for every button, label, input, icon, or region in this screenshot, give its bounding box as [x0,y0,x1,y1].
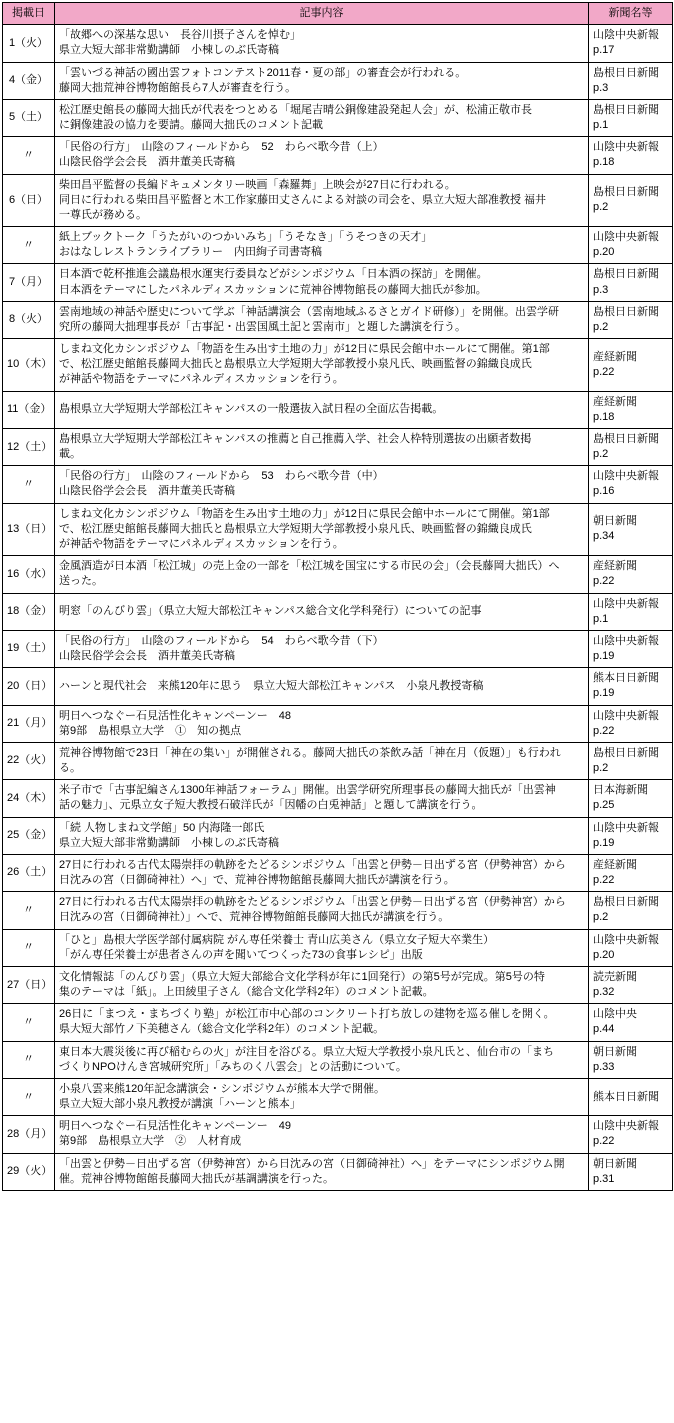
cell-paper [589,62,673,99]
table-row [3,742,673,779]
cell-content [55,25,589,62]
cell-paper [589,1153,673,1190]
cell-content [55,391,589,428]
table-body [3,25,673,1191]
content-line: ハーンと現代社会 来熊120年に思う 県立大短大部松江キャンパス 小泉凡教授寄稿 [59,679,484,692]
cell-date: 〃 [3,892,55,929]
content-line: 「出雲と伊勢－日出ずる宮（伊勢神宮）から日沈みの宮（日御碕神社）へ」をテーマにシンポジウム開 [59,1157,565,1170]
table-row [3,556,673,593]
content-line: 紙上ブックトーク「うたがいのつかいみち」「うそなき」「うそつきの天才」 [59,231,433,244]
table-row [3,466,673,503]
content-line: 日沈みの宮（日御碕神社）へ」で、荒神谷博物館館長藤岡大拙氏が講演を行う。 [59,874,455,887]
cell-date: 26（土） [3,854,55,891]
table-row [3,817,673,854]
table-row [3,99,673,136]
table-row [3,339,673,392]
paper-page: p.19 [593,687,615,700]
content-line: 藤岡大拙荒神谷博物館館長ら7人が審査を行う。 [59,81,297,94]
content-line: 金風酒造が日本酒「松江城」の売上金の一部を「松江城を国宝にする市民の会」（会長藤岡大拙氏）へ [59,560,560,573]
paper-page: p.31 [593,1172,615,1185]
cell-date: 18（金） [3,593,55,630]
cell-content [55,174,589,227]
press-coverage-table [2,2,673,1191]
table-row [3,137,673,174]
cell-content [55,742,589,779]
content-line: 明日へつなぐー石見活性化キャンペーンー 48 [59,709,292,722]
table-row [3,428,673,465]
content-line: 「続 人物しまね文学館」50 内海隆一郎氏 [59,821,265,834]
table-row [3,929,673,966]
paper-page: p.22 [593,1135,615,1148]
content-line: 文化情報誌「のんびり雲」（県立大短大部総合文化学科が年に1回発行）の第5号が完成。第5号の特 [59,970,545,983]
paper-page: p.20 [593,246,615,259]
cell-date: 〃 [3,929,55,966]
paper-name: 島根日日新聞 [593,896,659,909]
cell-paper [589,817,673,854]
column-header-content: 記事内容 [55,3,589,25]
paper-name: 朝日新聞 [593,515,637,528]
content-line: 日本酒をテーマにしたパネルディスカッションに荒神谷博物館長の藤岡大拙氏が参加。 [59,283,487,296]
table-row [3,593,673,630]
content-line: 話の魅力」、元県立女子短大教授石破洋氏が「因幡の白兎神話」と題して講演を行う。 [59,799,483,812]
content-line: おはなしレストランライブラリー 内田絢子司書寄稿 [59,246,323,259]
table-row [3,780,673,817]
cell-content [55,705,589,742]
table-row [3,301,673,338]
paper-name: 山陰中央新報 [593,231,659,244]
cell-date: 19（土） [3,630,55,667]
content-line: しまね文化カシンポジウム「物語を生み出す土地の力」が12日に県民会館中ホールにて開催。第1部 [59,343,550,356]
table-row [3,1116,673,1153]
cell-date: 〃 [3,1004,55,1041]
paper-name: 産経新聞 [593,395,637,408]
cell-date: 6（日） [3,174,55,227]
cell-paper [589,705,673,742]
table-row [3,1153,673,1190]
cell-paper [589,1078,673,1115]
paper-page: p.3 [593,283,609,296]
content-line: 県立大短大部非常勤講師 小棟しのぶ氏寄稿 [59,44,279,57]
cell-date: 〃 [3,227,55,264]
cell-paper [589,1004,673,1041]
paper-page: p.16 [593,485,615,498]
paper-page: p.1 [593,612,609,625]
cell-paper [589,630,673,667]
cell-date: 20（日） [3,668,55,705]
paper-name: 山陰中央新報 [593,634,659,647]
cell-content [55,1004,589,1041]
content-line: 「ひと」島根大学医学部付属病院 がん専任栄養士 青山広美さん（県立女子短大卒業生） [59,933,495,946]
content-line: る。 [59,762,81,775]
cell-content [55,466,589,503]
content-line: 雲南地域の神話や歴史について学ぶ「神話講演会（雲南地域ふるさとガイド研修）」を開催。出雲学研 [59,305,559,318]
paper-page: p.2 [593,201,609,214]
paper-name: 朝日新聞 [593,1157,637,1170]
cell-content [55,892,589,929]
content-line: 明日へつなぐー石見活性化キャンペーンー 49 [59,1120,292,1133]
paper-name: 産経新聞 [593,858,637,871]
paper-page: p.1 [593,119,609,132]
table-row [3,503,673,556]
paper-name: 日本海新聞 [593,784,648,797]
content-line: 明窓「のんびり雲」（県立大短大部松江キャンパス総合文化学科発行）についての記事 [59,605,482,618]
cell-date: 28（月） [3,1116,55,1153]
cell-date: 27（日） [3,966,55,1003]
content-line: 「故郷への深基な思い 長谷川摂子さんを悼む」 [59,29,301,42]
paper-page: p.32 [593,986,615,999]
cell-content [55,854,589,891]
content-line: 山陰民俗学会会長 酒井董美氏寄稿 [59,485,235,498]
cell-paper [589,1041,673,1078]
table-row [3,391,673,428]
paper-page: p.22 [593,575,615,588]
cell-paper [589,742,673,779]
paper-page: p.33 [593,1060,615,1073]
paper-name: 島根日日新聞 [593,103,659,116]
content-line: が神話や物語をテーマにパネルディスカッションを行う。 [59,537,344,550]
cell-content [55,62,589,99]
content-line: で、松江歴史館館長藤岡大拙氏と島根県立大学短期大学部教授小泉凡氏、映画監督の錦織良成氏 [59,358,532,371]
table-row [3,227,673,264]
cell-paper [589,466,673,503]
cell-paper [589,929,673,966]
content-line: 東日本大震災後に再び稲むらの火」が注目を浴びる。県立大短大学教授小泉凡氏と、仙台市の「まち [59,1045,554,1058]
paper-name: 山陰中央新報 [593,1120,659,1133]
table-row [3,1078,673,1115]
content-line: 第9部 島根県立大学 ① 知の拠点 [59,724,242,737]
cell-content [55,301,589,338]
cell-content [55,1116,589,1153]
table-row [3,264,673,301]
content-line: 「がん専任栄養士が患者さんの声を聞いてつくった73の食事レシピ」出版 [59,948,423,961]
paper-name: 産経新聞 [593,350,637,363]
paper-name: 山陰中央新報 [593,709,659,722]
column-header-paper: 新聞名等 [589,3,673,25]
cell-date: 1（火） [3,25,55,62]
cell-content [55,556,589,593]
cell-paper [589,593,673,630]
paper-page: p.19 [593,650,615,663]
content-line: 県大短大部竹ノ下美穂さん（総合文化学科2年）のコメント記載。 [59,1023,385,1036]
cell-content [55,630,589,667]
content-line: 山陰民俗学会会長 酒井董美氏寄稿 [59,650,235,663]
cell-paper [589,227,673,264]
cell-date: 5（土） [3,99,55,136]
cell-date: 〃 [3,137,55,174]
content-line: 松江歴史館長の藤岡大拙氏が代表をつとめる「堀尾吉晴公銅像建設発起人会」が、松浦正敬市長 [59,103,532,116]
paper-page: p.19 [593,836,615,849]
cell-date: 4（金） [3,62,55,99]
content-line: 「雲いづる神話の國出雲フォトコンテスト2011春・夏の部」の審査会が行われる。 [59,66,467,79]
cell-paper [589,854,673,891]
paper-page: p.22 [593,365,615,378]
content-line: 小泉八雲来熊120年記念講演会・シンポジウムが熊本大学で開催。 [59,1082,385,1095]
table-row [3,25,673,62]
paper-name: 山陰中央 [593,1008,637,1021]
table-row [3,1004,673,1041]
content-line: 島根県立大学短期大学部松江キャンパスの一般選抜入試日程の全面広告掲載。 [59,403,444,416]
paper-name: 熊本日日新聞 [593,672,659,685]
paper-name: 朝日新聞 [593,1045,637,1058]
content-line: 一尊氏が務める。 [59,208,147,221]
paper-name: 山陰中央新報 [593,597,659,610]
cell-paper [589,25,673,62]
cell-date: 11（金） [3,391,55,428]
cell-content [55,817,589,854]
content-line: 集のテーマは「紙」。上田綾里子さん（総合文化学科2年）のコメント記載。 [59,986,434,999]
table-row [3,705,673,742]
cell-date: 12（土） [3,428,55,465]
table-row [3,854,673,891]
paper-name: 熊本日日新聞 [593,1090,659,1103]
content-line: 26日に「まつえ・まちづくり塾」が松江市中心部のコンクリート打ち放しの建物を巡る催しを開く。 [59,1008,555,1021]
table-row [3,630,673,667]
paper-name: 島根日日新聞 [593,305,659,318]
content-line: 27日に行われる古代太陽崇拝の軌跡をたどるシンポジウム「出雲と伊勢－日出ずる宮（伊勢神宮）から [59,858,566,871]
cell-date: 13（日） [3,503,55,556]
paper-name: 島根日日新聞 [593,746,659,759]
paper-name: 山陰中央新報 [593,141,659,154]
cell-date: 29（火） [3,1153,55,1190]
paper-page: p.18 [593,410,615,423]
paper-name: 島根日日新聞 [593,66,659,79]
paper-name: 山陰中央新報 [593,470,659,483]
cell-content [55,99,589,136]
cell-date: 22（火） [3,742,55,779]
content-line: 日沈みの宮（日御碕神社）」へで、荒神谷博物館館長藤岡大拙氏が講演を行う。 [59,911,450,924]
cell-date: 7（月） [3,264,55,301]
content-line: しまね文化カシンポジウム「物語を生み出す土地の力」が12日に県民会館中ホールにて開催。第1部 [59,507,550,520]
cell-date: 21（月） [3,705,55,742]
cell-date: 24（木） [3,780,55,817]
paper-name: 島根日日新聞 [593,186,659,199]
cell-paper [589,339,673,392]
cell-date: 16（水） [3,556,55,593]
paper-name: 山陰中央新報 [593,933,659,946]
content-line: 県立大短大部非常勤講師 小棟しのぶ氏寄稿 [59,836,279,849]
paper-page: p.17 [593,44,615,57]
cell-content [55,1041,589,1078]
table-row [3,668,673,705]
cell-paper [589,966,673,1003]
cell-paper [589,668,673,705]
paper-page: p.2 [593,762,609,775]
cell-date: 〃 [3,1078,55,1115]
table-row [3,966,673,1003]
content-line: 送った。 [59,575,103,588]
cell-content [55,227,589,264]
cell-paper [589,556,673,593]
cell-paper [589,503,673,556]
table-row [3,1041,673,1078]
content-line: 柴田昌平監督の長編ドキュメンタリー映画「森羅舞」上映会が27日に行われる。 [59,178,456,191]
paper-name: 山陰中央新報 [593,821,659,834]
cell-date: 〃 [3,1041,55,1078]
content-line: 載。 [59,448,81,461]
cell-paper [589,264,673,301]
cell-date: 〃 [3,466,55,503]
cell-content [55,1078,589,1115]
paper-page: p.34 [593,530,615,543]
paper-page: p.44 [593,1023,615,1036]
cell-content [55,1153,589,1190]
paper-name: 産経新聞 [593,560,637,573]
cell-content [55,780,589,817]
paper-page: p.2 [593,448,609,461]
cell-paper [589,1116,673,1153]
cell-paper [589,892,673,929]
cell-content [55,966,589,1003]
cell-content [55,593,589,630]
table-row [3,892,673,929]
column-header-date: 掲載日 [3,3,55,25]
content-line: で、松江歴史館館長藤岡大拙氏と島根県立大学短期大学部教授小泉凡氏、映画監督の錦織良成氏 [59,522,532,535]
content-line: 米子市で「古事記編さん1300年神話フォーラム」開催。出雲学研究所理事長の藤岡大拙氏が「出雲神 [59,784,556,797]
cell-paper [589,137,673,174]
cell-date: 10（木） [3,339,55,392]
paper-name: 島根日日新聞 [593,268,659,281]
cell-paper [589,174,673,227]
content-line: 日本酒で乾杯推進会議島根水運実行委員などがシンポジウム「日本酒の探訪」を開催。 [59,268,488,281]
paper-page: p.2 [593,911,609,924]
paper-name: 読売新聞 [593,970,637,983]
table-row [3,62,673,99]
content-line: に銅像建設の協力を要請。藤岡大拙氏のコメント記載 [59,119,323,132]
paper-name: 島根日日新聞 [593,432,659,445]
table-header [3,3,673,25]
content-line: が神話や物語をテーマにパネルディスカッションを行う。 [59,373,344,386]
cell-content [55,503,589,556]
header-row [3,3,673,25]
cell-paper [589,301,673,338]
cell-content [55,264,589,301]
cell-content [55,137,589,174]
paper-page: p.25 [593,799,615,812]
table-row [3,174,673,227]
paper-page: p.22 [593,724,615,737]
cell-content [55,339,589,392]
content-line: 同日に行われる柴田昌平監督と木工作家藤田丈さんによる対談の司会を、県立大短大部准教授 福井 [59,193,547,206]
cell-paper [589,428,673,465]
content-line: 第9部 島根県立大学 ② 人材育成 [59,1135,242,1148]
paper-page: p.3 [593,81,609,94]
content-line: 究所の藤岡大拙理事長が「古事記・出雲国風土記と雲南市」と題した講演を行う。 [59,320,466,333]
paper-page: p.18 [593,156,615,169]
cell-date: 8（火） [3,301,55,338]
cell-content [55,668,589,705]
content-line: 催。荒神谷博物館館長藤岡大拙氏が基調講演を行った。 [59,1172,334,1185]
content-line: 島根県立大学短期大学部松江キャンパスの推薦と自己推薦入学、社会人枠特別選抜の出願者数掲 [59,432,532,445]
content-line: 県立大短大部小泉凡教授が講演「ハーンと熊本」 [59,1098,301,1111]
content-line: づくりNPOけんき宮城研究所」「みちのく八雲会」との活動について。 [59,1060,407,1073]
content-line: 山陰民俗学会会長 酒井董美氏寄稿 [59,156,235,169]
cell-paper [589,780,673,817]
content-line: 「民俗の行方」 山陰のフィールドから 54 わらべ歌今昔（下） [59,634,384,647]
content-line: 「民俗の行方」 山陰のフィールドから 52 わらべ歌今昔（上） [59,141,384,154]
cell-content [55,929,589,966]
paper-page: p.20 [593,948,615,961]
cell-paper [589,391,673,428]
content-line: 荒神谷博物館で23日「神在の集い」が開催される。藤岡大拙氏の茶飲み話「神在月（仮題）」も行われ [59,746,561,759]
paper-name: 山陰中央新報 [593,29,659,42]
cell-date: 25（金） [3,817,55,854]
cell-content [55,428,589,465]
content-line: 「民俗の行方」 山陰のフィールドから 53 わらべ歌今昔（中） [59,470,384,483]
cell-paper [589,99,673,136]
paper-page: p.2 [593,320,609,333]
paper-page: p.22 [593,874,615,887]
content-line: 27日に行われる古代太陽崇拝の軌跡をたどるシンポジウム「出雲と伊勢－日出ずる宮（伊勢神宮）から [59,896,566,909]
